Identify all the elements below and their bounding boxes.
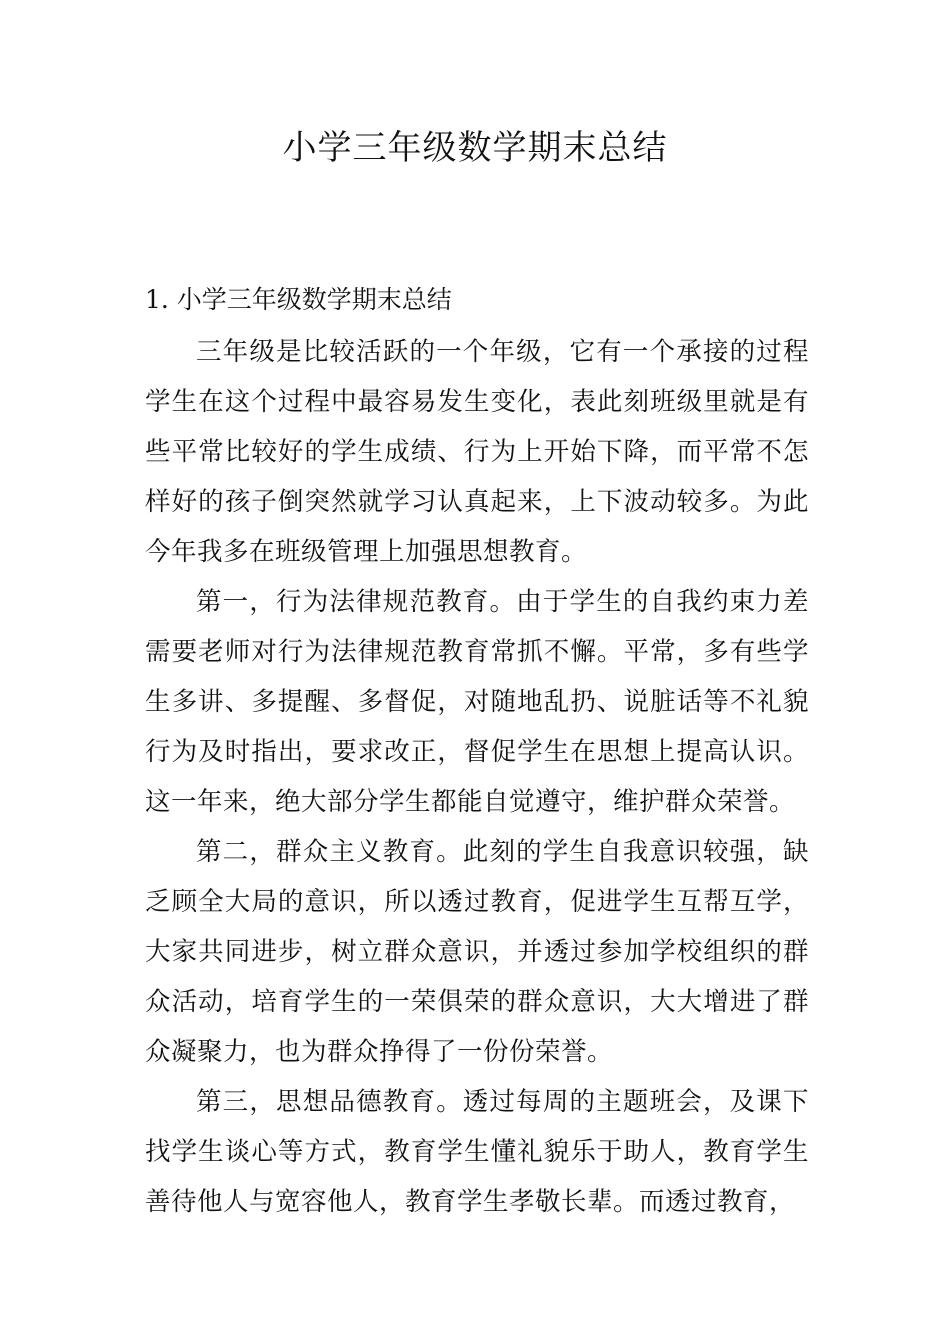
document-body: [145, 327, 809, 1227]
paragraph-second-point: 第二，群众主义教育。此刻的学生自我意识较强，缺乏顾全大局的意识，所以透过教育，促进学生互帮互学，大家共同进步，树立群众意识，并透过参加学校组织的群众活动，培育学生的一荣俱荣的群众意识，大大增进了群众凝聚力，也为群众挣得了一份份荣誉。: [145, 837, 809, 1067]
paragraph-third-point: 第三，思想品德教育。透过每周的主题班会，及课下找学生谈心等方式，教育学生懂礼貌乐于助人，教育学生善待他人与宽容他人，教育学生孝敬长辈。而透过教育，: [145, 1087, 809, 1217]
paragraph-intro: 三年级是比较活跃的一个年级，它有一个承接的过程学生在这个过程中最容易发生变化，表此刻班级里就是有些平常比较好的学生成绩、行为上开始下降，而平常不怎样好的孩子倒突然就学习认真起来，上下波动较多。为此今年我多在班级管理上加强思想教育。: [145, 337, 809, 567]
paragraph-first-point: 第一，行为法律规范教育。由于学生的自我约束力差需要老师对行为法律规范教育常抓不懈。平常，多有些学生多讲、多提醒、多督促，对随地乱扔、说脏话等不礼貌行为及时指出，要求改正，督促学生在思想上提高认识。这一年来，绝大部分学生都能自觉遵守，维护群众荣誉。: [145, 587, 809, 817]
document-title: 小学三年级数学期末总结: [282, 128, 668, 168]
section-heading: 1. 小学三年级数学期末总结: [145, 285, 452, 314]
